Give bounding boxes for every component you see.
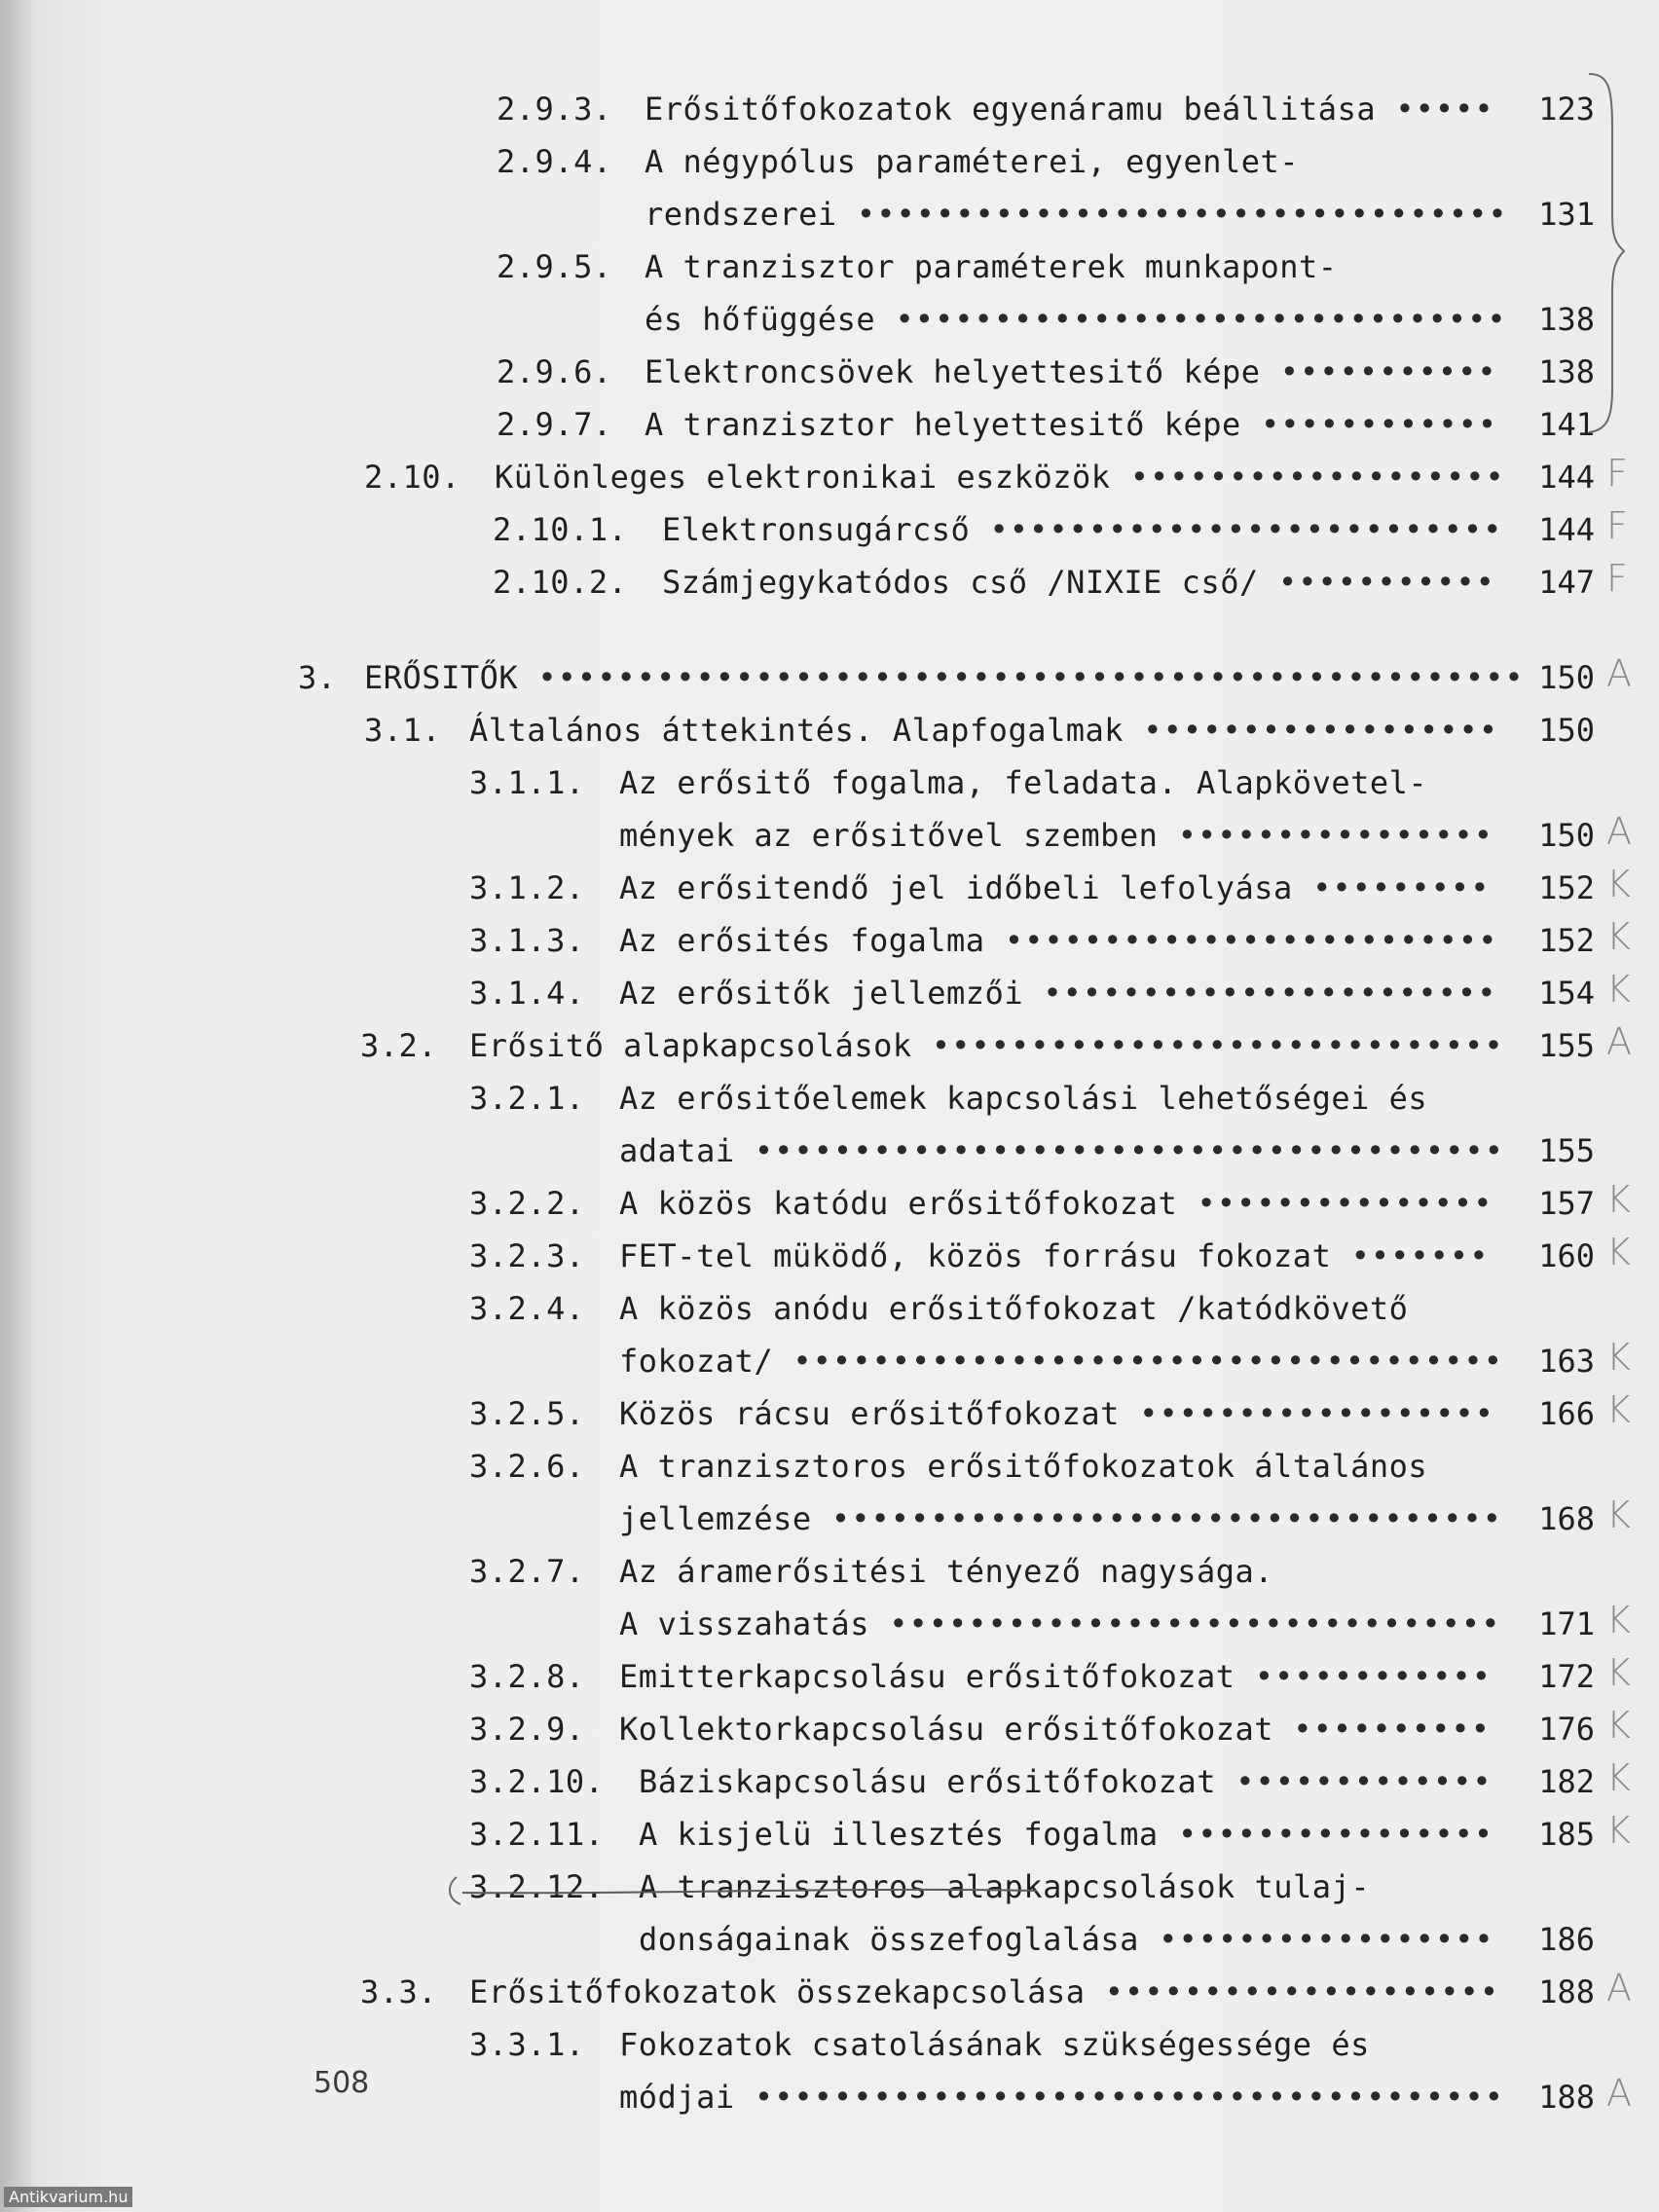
- handwritten-margin-mark: A: [1606, 2072, 1632, 2115]
- dot-leader: ••••••••••••••••••••: [1085, 1973, 1500, 2010]
- toc-entry-number: 3.2.6.: [469, 1448, 585, 1485]
- handwritten-margin-mark: K: [1606, 1336, 1631, 1379]
- toc-entry-title: FET-tel müködő, közös forrásu fokozat •••••••: [619, 1237, 1490, 1274]
- toc-entry-title-continued: mények az erősitővel szemben ••••••••••••••••: [619, 817, 1493, 854]
- toc-entry-title: A tranzisztor helyettesitő képe ••••••••••••: [645, 406, 1498, 443]
- handwritten-margin-mark: K: [1606, 863, 1631, 905]
- handwritten-margin-mark: F: [1606, 504, 1628, 547]
- toc-entry-number: 3.2.1.: [469, 1080, 585, 1117]
- dot-leader: ••••••••••••••••••: [1119, 1395, 1494, 1432]
- toc-entry-number: 2.9.7.: [497, 406, 612, 443]
- toc-entry-page: 188: [1538, 1973, 1595, 2010]
- handwritten-margin-mark: F: [1606, 557, 1628, 600]
- toc-entry-page: 144: [1538, 459, 1595, 496]
- toc-entry-page: 172: [1538, 1658, 1595, 1695]
- dot-leader: ••••••••••••••••••: [1124, 712, 1499, 749]
- toc-entry-title: Számjegykatódos cső /NIXIE cső/ •••••••••••: [662, 564, 1495, 601]
- toc-entry-title: Az erősitő fogalma, feladata. Alapkövetel-: [619, 764, 1428, 801]
- toc-entry-page: 185: [1538, 1816, 1595, 1853]
- toc-entry-title-continued: és hőfüggése •••••••••••••••••••••••••••••••: [645, 301, 1507, 338]
- toc-entry-number: 2.9.6.: [497, 353, 612, 390]
- toc-entry-page: 152: [1538, 922, 1595, 959]
- toc-entry-number: 2.9.5.: [497, 248, 612, 285]
- toc-entry-title: ERŐSITŐK ••••••••••••••••••••••••••••••••••••••••••••••••••: [364, 659, 1525, 696]
- toc-entry-number: 3.: [298, 659, 337, 696]
- toc-entry-title: Kollektorkapcsolásu erősitőfokozat ••••••••••: [619, 1711, 1491, 1748]
- handwritten-margin-mark: K: [1606, 1231, 1631, 1273]
- toc-entry-title: Az erősitendő jel időbeli lefolyása •••••••••: [619, 869, 1491, 906]
- dot-leader: ••••••••••••: [1235, 1658, 1492, 1695]
- dot-leader: •••••••: [1331, 1237, 1490, 1274]
- toc-entry-title: Emitterkapcsolásu erősitőfokozat ••••••••••••: [619, 1658, 1492, 1695]
- handwritten-margin-mark: A: [1606, 1020, 1632, 1063]
- handwritten-margin-mark: K: [1606, 1599, 1631, 1641]
- toc-entry-title: A négypólus paraméterei, egyenlet-: [645, 143, 1300, 180]
- toc-entry-title-continued: fokozat/ ••••••••••••••••••••••••••••••••••••: [619, 1343, 1503, 1380]
- toc-entry-number: 3.1.3.: [469, 922, 585, 959]
- toc-entry-title: Erősitőfokozatok összekapcsolása ••••••••••••••••••••: [469, 1973, 1500, 2010]
- toc-entry-page: 147: [1538, 564, 1595, 601]
- toc-entry-number: 2.10.1.: [493, 511, 628, 548]
- toc-entry-page: 155: [1538, 1132, 1595, 1169]
- toc-entry-title-continued: adatai ••••••••••••••••••••••••••••••••••••••: [619, 1132, 1504, 1169]
- toc-entry-page: 182: [1538, 1763, 1595, 1800]
- handwritten-margin-mark: A: [1606, 1967, 1632, 2009]
- toc-entry-number: 3.2.3.: [469, 1237, 585, 1274]
- toc-entry-title: Elektronsugárcső ••••••••••••••••••••••••••: [662, 511, 1503, 548]
- toc-entry-title: Az erősités fogalma •••••••••••••••••••••••••: [619, 922, 1498, 959]
- handwritten-margin-mark: F: [1606, 452, 1628, 495]
- toc-entry-number: 3.2.8.: [469, 1658, 585, 1695]
- toc-entry-number: 3.3.1.: [469, 2026, 585, 2063]
- handwritten-margin-mark: K: [1606, 915, 1631, 958]
- toc-entry-number: 2.10.2.: [493, 564, 628, 601]
- toc-entry-page: 144: [1538, 511, 1595, 548]
- toc-entry-title: A tranzisztoros erősitőfokozatok általános: [619, 1448, 1428, 1485]
- toc-entry-page: 168: [1538, 1500, 1595, 1537]
- toc-entry-title: Különleges elektronikai eszközök •••••••••••••••••••: [495, 459, 1505, 496]
- dot-leader: •••••••••••: [1260, 353, 1497, 390]
- handwritten-margin-mark: K: [1606, 1704, 1631, 1747]
- toc-entry-page: 163: [1538, 1343, 1595, 1380]
- toc-entry-title: A tranzisztor paraméterek munkapont-: [645, 248, 1338, 285]
- toc-entry-title: Az erősitők jellemzői •••••••••••••••••••••••: [619, 975, 1497, 1012]
- toc-entry-title: A közös anódu erősitőfokozat /katódkövető: [619, 1290, 1409, 1327]
- toc-entry-page: 131: [1538, 196, 1595, 233]
- dot-leader: ••••••••••••: [1240, 406, 1498, 443]
- watermark: Antikvarium.hu: [4, 2187, 132, 2207]
- dot-leader: ••••••••••••••••••••••••••••••••••••••••••••••••••: [518, 659, 1525, 696]
- toc-entry-number: 3.2.5.: [469, 1395, 585, 1432]
- toc-entry-title: Elektroncsövek helyettesitő képe •••••••••••: [645, 353, 1497, 390]
- toc-entry-page: 186: [1538, 1921, 1595, 1958]
- toc-entry-number: 2.9.3.: [497, 91, 612, 128]
- dot-leader: •••••••••••: [1258, 564, 1495, 601]
- toc-entry-page: 166: [1538, 1395, 1595, 1432]
- toc-entry-title-continued: módjai ••••••••••••••••••••••••••••••••••••••: [619, 2079, 1504, 2116]
- handwritten-margin-mark: A: [1606, 810, 1632, 853]
- handwritten-margin-mark: K: [1606, 1493, 1631, 1536]
- dot-leader: •••••: [1376, 91, 1494, 128]
- toc-entry-number: 3.2.10.: [469, 1763, 605, 1800]
- toc-entry-page: 152: [1538, 869, 1595, 906]
- handwritten-brace: [1587, 68, 1626, 438]
- handwritten-margin-mark: K: [1606, 1388, 1631, 1431]
- toc-entry-number: 3.1.4.: [469, 975, 585, 1012]
- toc-entry-number: 3.2.7.: [469, 1553, 585, 1590]
- toc-entry-page: 157: [1538, 1185, 1595, 1222]
- toc-entry-page: 138: [1538, 301, 1595, 338]
- toc-entry-title-continued: donságainak összefoglalása •••••••••••••••••: [639, 1921, 1494, 1958]
- handwritten-margin-mark: K: [1606, 1651, 1631, 1694]
- dot-leader: •••••••••••••••••••••••••: [984, 922, 1498, 959]
- toc-entry-page: 188: [1538, 2079, 1595, 2116]
- handwritten-margin-mark: K: [1606, 1756, 1631, 1799]
- toc-entry-page: 138: [1538, 353, 1595, 390]
- dot-leader: ••••••••••••••••••••••••••: [970, 511, 1503, 548]
- toc-entry-title: Közös rácsu erősitőfokozat ••••••••••••••••••: [619, 1395, 1494, 1432]
- toc-entry-page: 150: [1538, 659, 1595, 696]
- handwritten-strikethrough: [443, 1871, 1086, 1910]
- dot-leader: •••••••••••••••••••: [1110, 459, 1505, 496]
- dot-leader: •••••••••••••••••••••••••••••••: [868, 1605, 1501, 1642]
- page-number: 508: [313, 2066, 370, 2100]
- toc-entry-number: 3.1.: [364, 712, 442, 749]
- toc-entry-page: 141: [1538, 406, 1595, 443]
- dot-leader: ••••••••••••••••: [1158, 1816, 1494, 1853]
- dot-leader: ••••••••••••••••: [1158, 817, 1493, 854]
- toc-entry-page: 123: [1538, 91, 1595, 128]
- toc-entry-number: 3.2.12.: [469, 1868, 605, 1905]
- handwritten-margin-mark: A: [1606, 652, 1632, 695]
- dot-leader: •••••••••••••••: [1177, 1185, 1493, 1222]
- toc-entry-number: 3.2.: [360, 1027, 438, 1064]
- toc-entry-page: 176: [1538, 1711, 1595, 1748]
- toc-entry-number: 3.2.11.: [469, 1816, 605, 1853]
- toc-entry-title: A tranzisztoros alapkapcsolások tulaj-: [639, 1868, 1371, 1905]
- dot-leader: •••••••••: [1292, 869, 1491, 906]
- toc-entry-title: Általános áttekintés. Alapfogalmak ••••••••••••••••••: [469, 712, 1499, 749]
- toc-entry-page: 150: [1538, 817, 1595, 854]
- dot-leader: •••••••••••••••••••••••••••••••••: [836, 196, 1508, 233]
- dot-leader: •••••••••••••: [1215, 1763, 1493, 1800]
- toc-entry-title: Erősitő alapkapcsolások •••••••••••••••••••••••••••••: [469, 1027, 1504, 1064]
- toc-entry-title-continued: rendszerei •••••••••••••••••••••••••••••••••: [645, 196, 1508, 233]
- toc-entry-title: Fokozatok csatolásának szükségessége és: [619, 2026, 1370, 2063]
- toc-entry-number: 3.1.2.: [469, 869, 585, 906]
- toc-entry-number: 3.2.2.: [469, 1185, 585, 1222]
- dot-leader: •••••••••••••••••••••••••••••••: [875, 301, 1507, 338]
- dot-leader: ••••••••••••••••••••••••••••••••••••••: [734, 1132, 1504, 1169]
- toc-entry-title: A kisjelü illesztés fogalma ••••••••••••••••: [639, 1816, 1494, 1853]
- handwritten-margin-mark: K: [1606, 968, 1631, 1011]
- toc-entry-title: Erősitőfokozatok egyenáramu beállitása •••••: [645, 91, 1494, 128]
- dot-leader: ••••••••••: [1273, 1711, 1491, 1748]
- toc-entry-number: 3.2.9.: [469, 1711, 585, 1748]
- dot-leader: ••••••••••••••••••••••••••••••••••: [811, 1500, 1502, 1537]
- toc-entry-page: 155: [1538, 1027, 1595, 1064]
- toc-entry-page: 150: [1538, 712, 1595, 749]
- toc-entry-number: 2.9.4.: [497, 143, 612, 180]
- toc-entry-number: 3.1.1.: [469, 764, 585, 801]
- toc-entry-title: Az erősitőelemek kapcsolási lehetőségei és: [619, 1080, 1428, 1117]
- toc-entry-title: A közös katódu erősitőfokozat •••••••••••••••: [619, 1185, 1493, 1222]
- handwritten-margin-mark: K: [1606, 1809, 1631, 1852]
- toc-entry-page: 154: [1538, 975, 1595, 1012]
- dot-leader: ••••••••••••••••••••••••••••••••••••: [773, 1343, 1503, 1380]
- dot-leader: ••••••••••••••••••••••••••••••••••••••: [734, 2079, 1504, 2116]
- dot-leader: •••••••••••••••••••••••: [1023, 975, 1497, 1012]
- toc-entry-title: Báziskapcsolásu erősitőfokozat •••••••••••••: [639, 1763, 1493, 1800]
- toc-entry-page: 171: [1538, 1605, 1595, 1642]
- toc-entry-number: 2.10.: [364, 459, 461, 496]
- dot-leader: •••••••••••••••••••••••••••••: [911, 1027, 1504, 1064]
- toc-entry-number: 3.2.4.: [469, 1290, 585, 1327]
- toc-entry-title: Az áramerősitési tényező nagysága.: [619, 1553, 1274, 1590]
- toc-entry-title-continued: A visszahatás •••••••••••••••••••••••••••••••: [619, 1605, 1501, 1642]
- toc-entry-title-continued: jellemzése ••••••••••••••••••••••••••••••••••: [619, 1500, 1502, 1537]
- dot-leader: •••••••••••••••••: [1138, 1921, 1494, 1958]
- handwritten-margin-mark: K: [1606, 1178, 1631, 1221]
- toc-entry-page: 160: [1538, 1237, 1595, 1274]
- toc-entry-number: 3.3.: [360, 1973, 438, 2010]
